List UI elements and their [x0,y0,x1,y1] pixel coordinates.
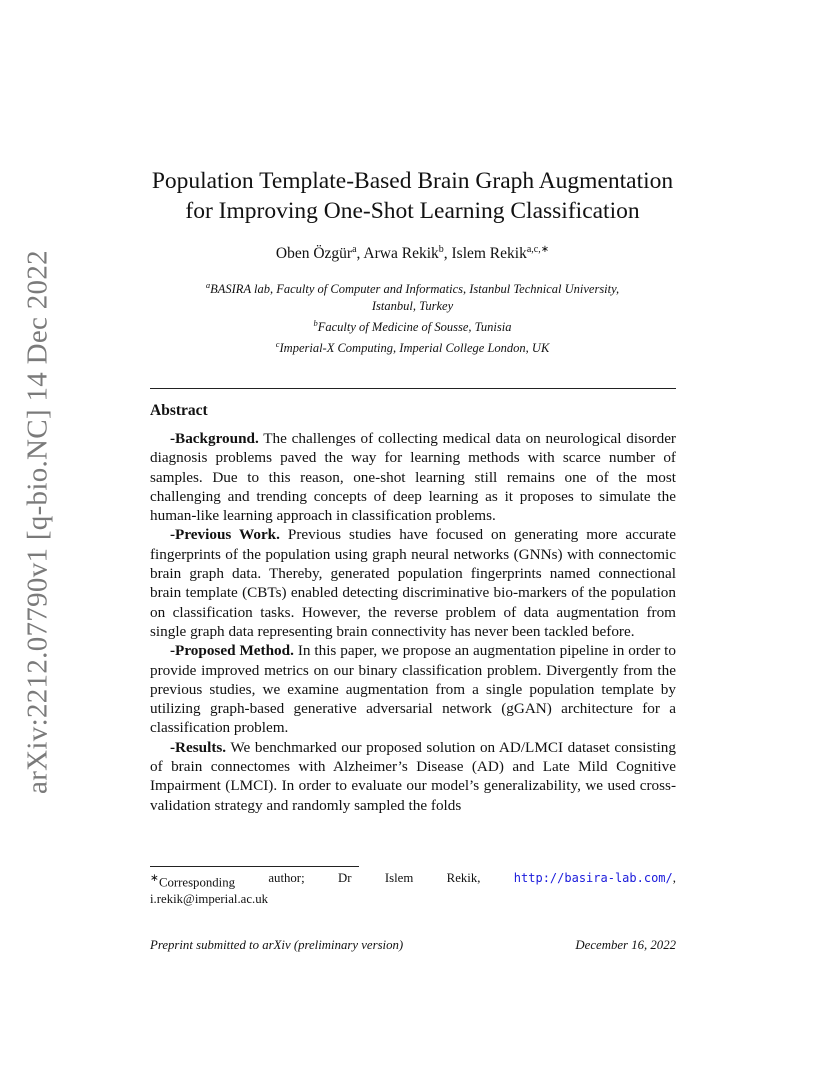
author-name: Islem Rekik [451,245,527,263]
arxiv-identifier-stamp [20,250,56,794]
affiliation-line: Istanbul, Turkey [371,299,454,314]
author-affiliation-mark: a,c,∗ [526,244,550,255]
author-name: Oben Özgür [275,245,353,263]
lab-website-link[interactable]: http://basira-lab.com/ [513,871,673,885]
abstract-paragraph-results [150,738,676,815]
preprint-date: December 16, 2022 [575,938,676,952]
paragraph-label: -Background. [170,430,259,447]
author-list: Oben Özgür$^a$, Arwa Rekik$^b$, Islem Rekik$^{a,c,∗}$ [275,244,550,263]
paper-title [140,166,685,226]
footnote-line-1 [150,870,676,891]
footnote-link-wrap: http://basira-lab.com/, [513,871,676,885]
affiliation-list [140,277,685,357]
preprint-footer [150,938,676,953]
paragraph-text: Previous studies have focused on generating more accurate fingerprints of the population using graph neural networks (GNNs) with connectomic brain graph data. Thereby, generated population fingerprints named connectional brain template (CBTs) enabled detecting discriminative bio-markers of the population on classification tasks. However, the reverse problem of data augmentation from single graph data representing brain connectivity has never been tackled before. [150,526,676,640]
footnote-word: author; [268,871,305,885]
affiliation-line: $^b$Faculty of Medicine of Sousse, Tunisia [313,318,512,335]
footnote-word: Islem [384,871,414,885]
author-affiliation-mark: b [438,244,444,255]
footnote-divider [150,866,359,867]
paragraph-text: In this paper, we propose an augmentation pipeline in order to provide improved metrics on our binary classification problem. Divergently from the previous studies, we examine augmentation from a single population template by utilizing graph-based generative adversarial network (gGAN) architecture for a classification problem. [150,642,676,737]
affiliation-line: $^a$BASIRA lab, Faculty of Computer and Informatics, Istanbul Technical University, [205,280,620,297]
arxiv-identifier-text: arXiv:2212.07790v1 [q-bio.NC] 14 Dec 2022 [21,250,54,794]
abstract-heading: Abstract [150,402,208,419]
title-line-2: for Improving One-Shot Learning Classification [185,198,640,224]
affiliation-line: $^c$Imperial-X Computing, Imperial College London, UK [275,339,550,356]
footnote-email: i.rekik@imperial.ac.uk [150,892,269,907]
corresponding-author-footnote [150,870,676,908]
author-affiliation-mark: a [352,244,357,255]
abstract-body [150,429,676,815]
footnote-word: Dr [337,871,352,885]
paragraph-text: We benchmarked our proposed solution on AD/LMCI dataset consisting of brain connectomes with Alzheimer’s Disease (AD) and Late Mild Cognitive Impairment (LMCI). In order to evaluate our model’s generalizability, we used cross-validation strategy and randomly sampled the folds [150,738,676,814]
abstract-paragraph-proposed-method [150,641,676,737]
paragraph-text: The challenges of collecting medical data on neurological disorder diagnosis problems paved the way for learning methods with scarce number of samples. Due to this reason, one-shot learning still remains one of the most challenging and trending concepts of deep learning as it proposes to simulate the human-like learning approach in classification problems. [150,430,676,525]
header-divider [150,388,676,389]
paragraph-label: -Results. [170,738,227,756]
footnote-word: ∗Corresponding [150,873,236,890]
preprint-note: Preprint submitted to arXiv (preliminary version) [150,938,404,952]
footnote-marker: ∗ [150,873,159,884]
abstract-paragraph-previous-work [150,525,676,641]
author-name: Arwa Rekik [363,245,439,263]
paragraph-label: -Proposed Method. [170,642,294,660]
footnote-word: Rekik, [446,871,481,885]
abstract-paragraph-background [150,429,676,525]
paragraph-label: -Previous Work. [170,526,280,544]
title-line-1: Population Template-Based Brain Graph Augmentation [151,168,674,194]
